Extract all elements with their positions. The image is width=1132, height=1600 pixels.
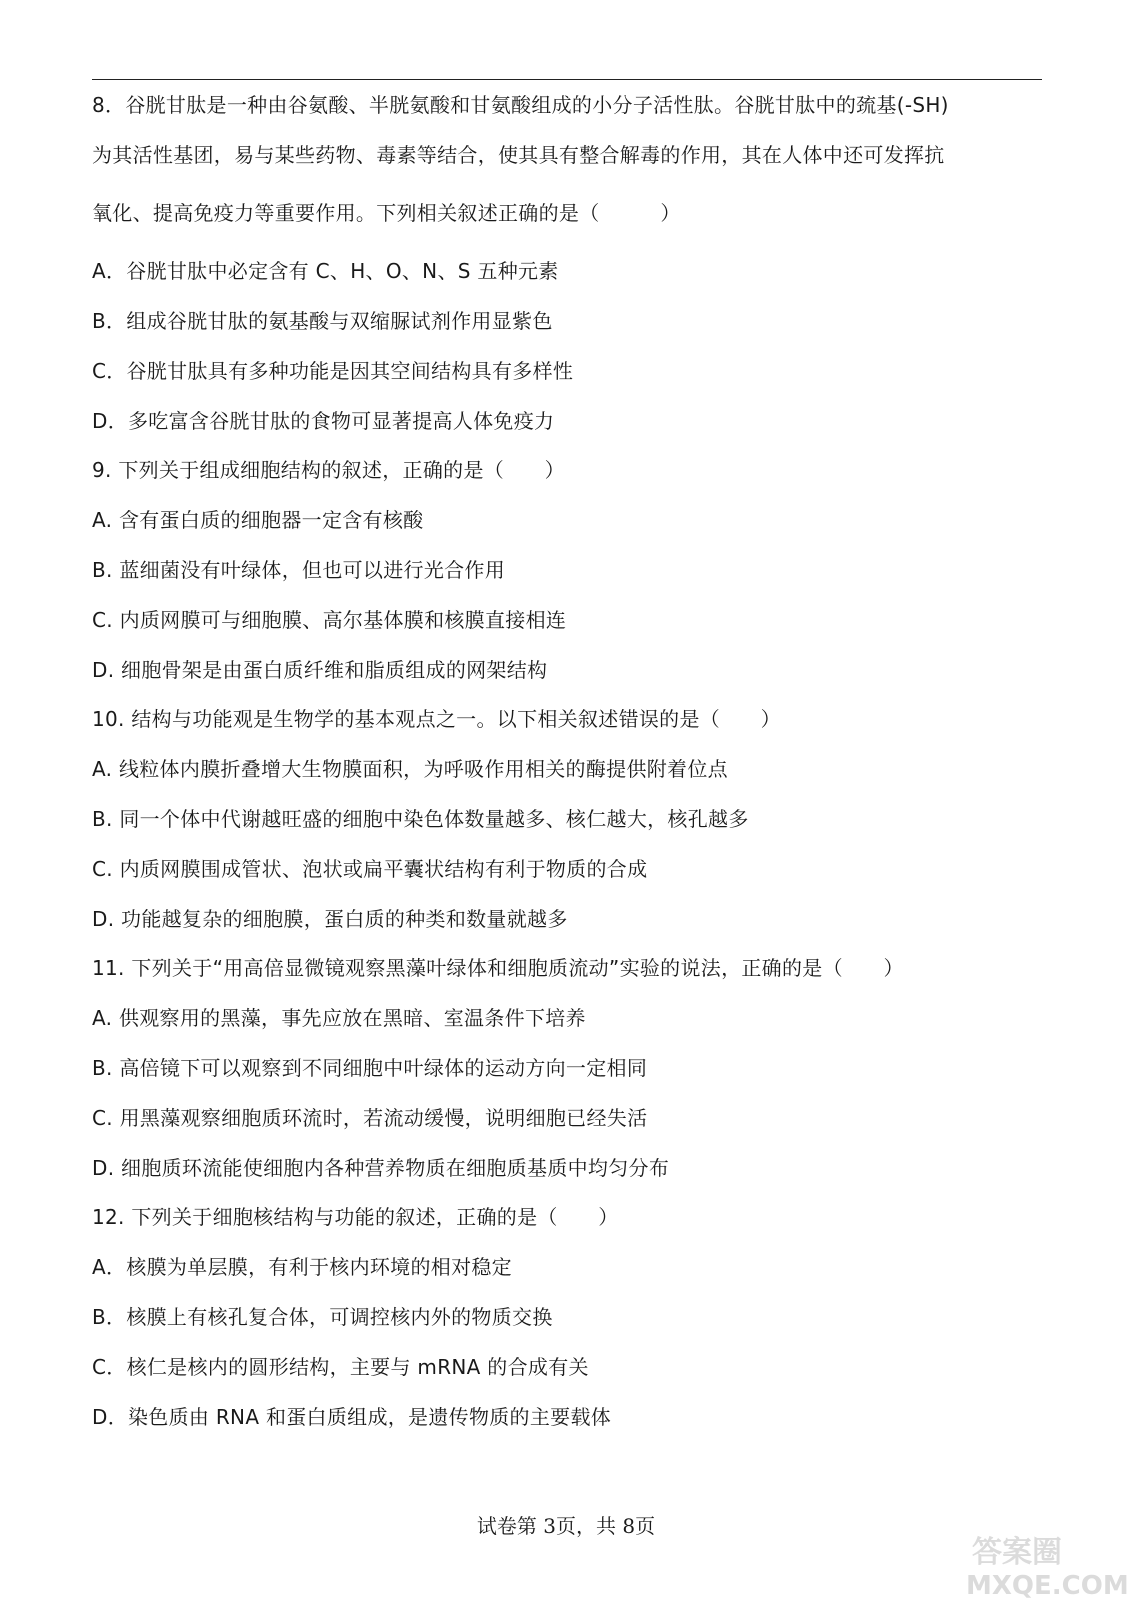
question-8-stem-line-2: 为其活性基团，易与某些药物、毒素等结合，使其具有整合解毒的作用，其在人体中还可发挥抗	[92, 143, 945, 167]
question-11-option-d: D. 细胞质环流能使细胞内各种营养物质在细胞质基质中均匀分布	[92, 1156, 670, 1180]
question-8-option-c: C．谷胱甘肽具有多种功能是因其空间结构具有多样性	[92, 359, 574, 383]
question-8-option-d: D．多吃富含谷胱甘肽的食物可显著提高人体免疫力	[92, 409, 555, 433]
watermark-text-bottom: MXQE.COM	[966, 1571, 1129, 1600]
watermark-logo	[962, 1530, 1132, 1600]
question-10-stem: 10. 结构与功能观是生物学的基本观点之一。以下相关叙述错误的是（ ）	[92, 707, 781, 731]
question-10-option-d: D. 功能越复杂的细胞膜，蛋白质的种类和数量就越多	[92, 907, 568, 931]
question-12-stem: 12. 下列关于细胞核结构与功能的叙述，正确的是（ ）	[92, 1205, 619, 1229]
question-11-option-c: C. 用黑藻观察细胞质环流时，若流动缓慢，说明细胞已经失活	[92, 1106, 648, 1130]
watermark-text-top: 答案圈	[972, 1535, 1062, 1570]
question-8-option-a: A．谷胱甘肽中必定含有 C、H、O、N、S 五种元素	[92, 259, 559, 283]
question-10-option-b: B. 同一个体中代谢越旺盛的细胞中染色体数量越多、核仁越大，核孔越多	[92, 807, 749, 831]
question-8-stem-line-1: 8．谷胱甘肽是一种由谷氨酸、半胱氨酸和甘氨酸组成的小分子活性肽。谷胱甘肽中的巯基(-SH)	[92, 93, 949, 117]
page-footer: 试卷第 3页，共 8页	[476, 1514, 656, 1538]
question-12-option-d: D．染色质由 RNA 和蛋白质组成，是遗传物质的主要载体	[92, 1405, 612, 1429]
question-9-option-b: B. 蓝细菌没有叶绿体，但也可以进行光合作用	[92, 558, 506, 582]
question-12-option-b: B．核膜上有核孔复合体，可调控核内外的物质交换	[92, 1305, 553, 1329]
question-11-stem: 11. 下列关于“用高倍显微镜观察黑藻叶绿体和细胞质流动”实验的说法，正确的是（ ）	[92, 956, 904, 980]
question-9-option-c: C. 内质网膜可与细胞膜、高尔基体膜和核膜直接相连	[92, 608, 567, 632]
question-10-option-a: A. 线粒体内膜折叠增大生物膜面积，为呼吸作用相关的酶提供附着位点	[92, 757, 728, 781]
header-rule	[92, 79, 1042, 80]
question-11-option-b: B. 高倍镜下可以观察到不同细胞中叶绿体的运动方向一定相同	[92, 1056, 648, 1080]
question-10-option-c: C. 内质网膜围成管状、泡状或扁平囊状结构有利于物质的合成	[92, 857, 648, 881]
question-8-stem-line-3: 氧化、提高免疫力等重要作用。下列相关叙述正确的是（ ）	[92, 201, 681, 225]
question-12-option-c: C．核仁是核内的圆形结构，主要与 mRNA 的合成有关	[92, 1355, 589, 1379]
question-11-option-a: A. 供观察用的黑藻，事先应放在黑暗、室温条件下培养	[92, 1006, 586, 1030]
question-9-option-a: A. 含有蛋白质的细胞器一定含有核酸	[92, 508, 424, 532]
question-12-option-a: A．核膜为单层膜，有利于核内环境的相对稳定	[92, 1255, 512, 1279]
question-8-option-b: B．组成谷胱甘肽的氨基酸与双缩脲试剂作用显紫色	[92, 309, 553, 333]
question-9-stem: 9. 下列关于组成细胞结构的叙述，正确的是（ ）	[92, 458, 565, 482]
question-9-option-d: D. 细胞骨架是由蛋白质纤维和脂质组成的网架结构	[92, 658, 548, 682]
